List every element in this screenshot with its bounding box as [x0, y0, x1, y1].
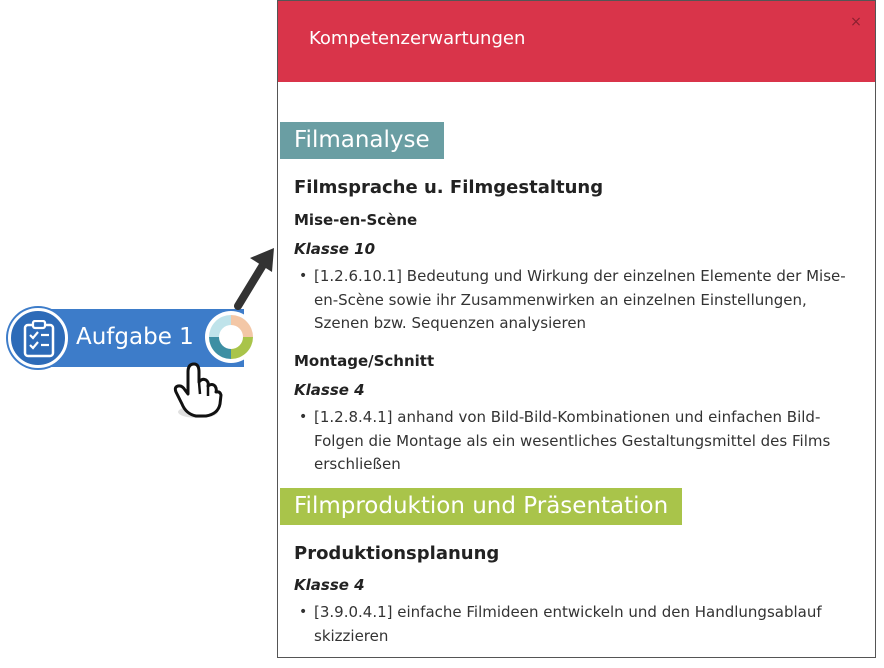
list-item	[294, 265, 864, 336]
hand-pointer-icon	[168, 352, 228, 426]
competence-text: [1.2.8.4.1] anhand von Bild-Bild-Kombinationen und einfachen Bild-Folgen die Montage als ein wesentliches Gestaltungsmittel des Films erschließen	[314, 408, 831, 473]
arrow-icon	[228, 240, 282, 316]
topic-heading: Produktionsplanung	[294, 543, 500, 564]
clipboard-checklist-icon	[8, 308, 68, 368]
bullet-dot: •	[299, 604, 308, 620]
topic-heading: Filmsprache u. Filmgestaltung	[294, 177, 604, 198]
close-button[interactable]: ×	[850, 14, 862, 30]
class-label: Klasse 10	[294, 240, 376, 258]
class-label: Klasse 4	[294, 576, 365, 594]
modal-header	[278, 1, 875, 82]
subtopic-heading: Montage/Schnitt	[294, 352, 435, 370]
section-title-filmanalyse: Filmanalyse	[280, 122, 444, 159]
bullet-dot: •	[299, 409, 308, 425]
competence-text: [1.2.6.10.1] Bedeutung und Wirkung der einzelnen Elemente der Mise-en-Scène sowie ihr Zusammenwirken an einzelnen Einstellungen, Szenen bzw. Sequenzen analysieren	[314, 267, 846, 332]
list-item	[294, 601, 864, 648]
list-item	[294, 406, 864, 477]
bullet-dot: •	[299, 268, 308, 284]
section-title-filmproduktion: Filmproduktion und Präsentation	[280, 488, 682, 525]
subtopic-heading: Mise-en-Scène	[294, 211, 418, 229]
class-label: Klasse 4	[294, 381, 365, 399]
competence-text: [3.9.0.4.1] einfache Filmideen entwickeln und den Handlungsablauf skizzieren	[314, 603, 822, 645]
competence-modal	[277, 0, 876, 658]
modal-title: Kompetenzerwartungen	[309, 28, 526, 49]
task-label[interactable]: Aufgabe 1	[76, 324, 194, 350]
